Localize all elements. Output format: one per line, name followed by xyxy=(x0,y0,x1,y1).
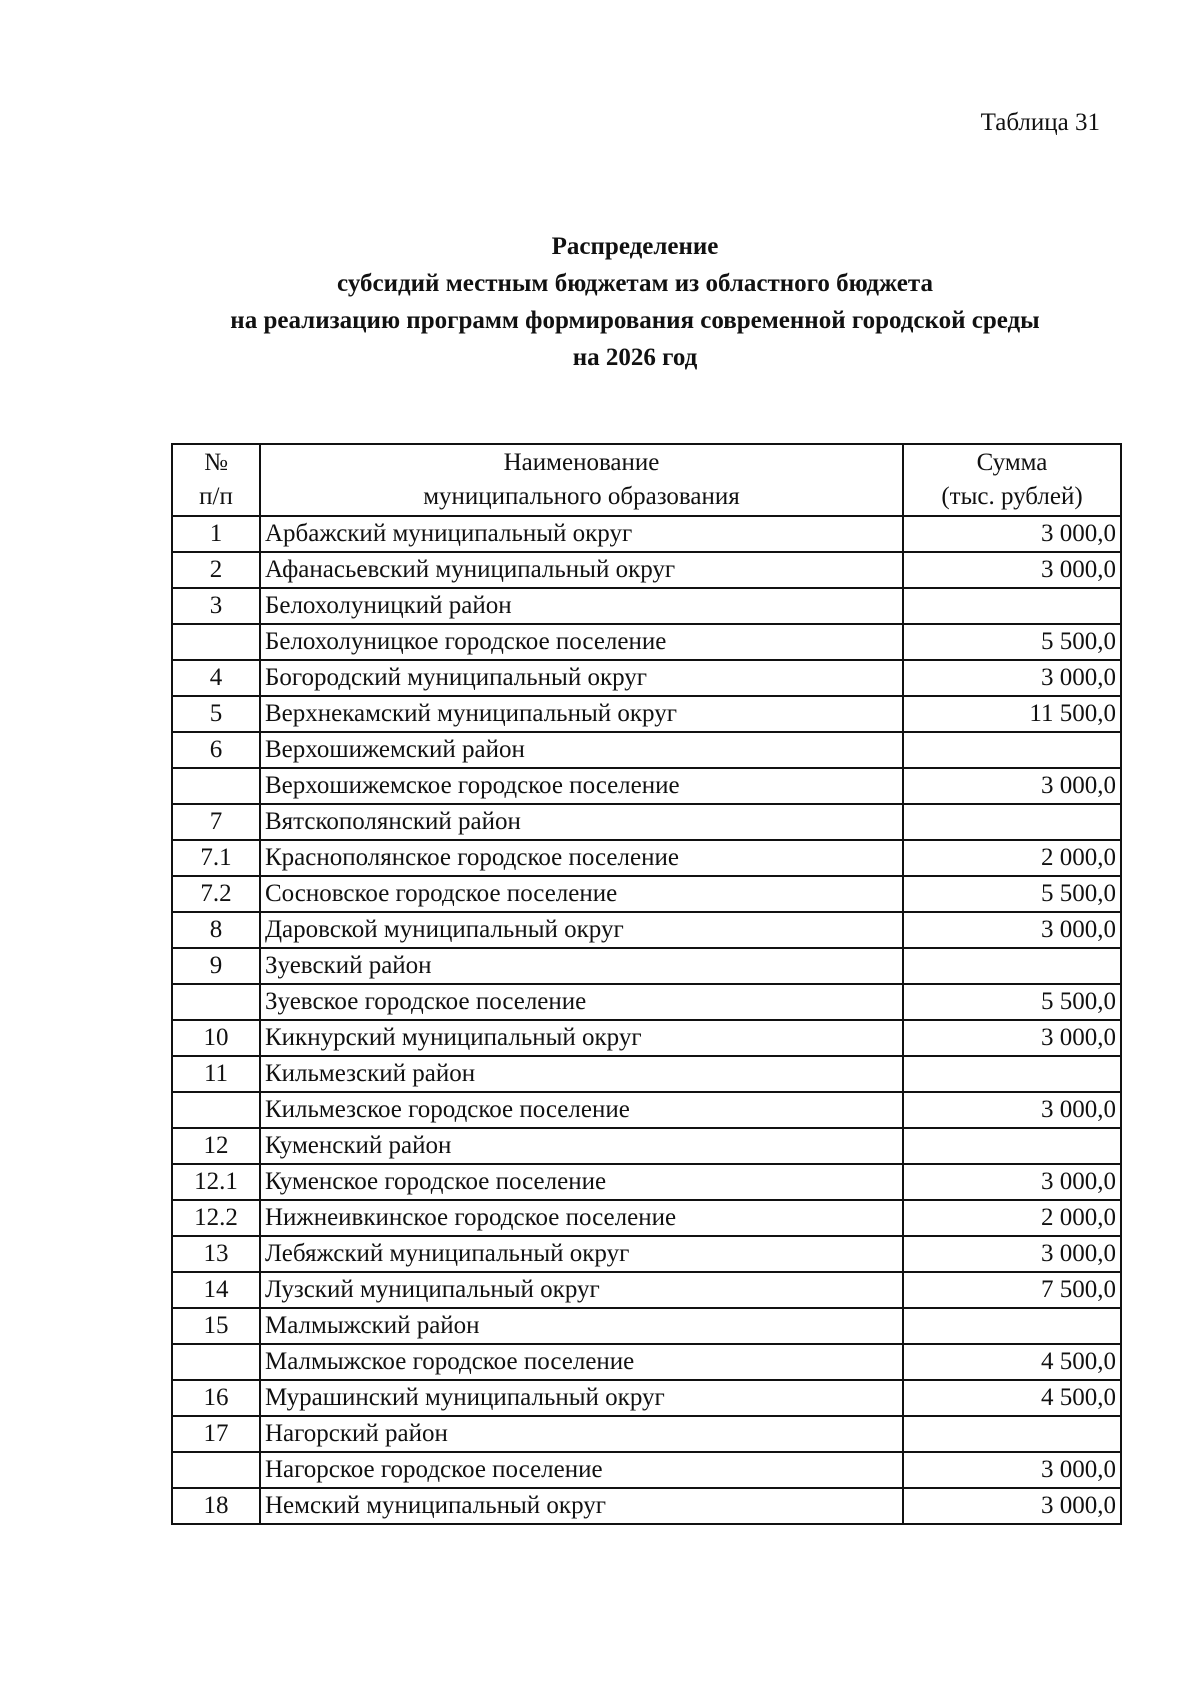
header-name-line2: муниципального образования xyxy=(423,483,740,510)
row-number-cell: 17 xyxy=(172,1416,260,1452)
header-name-line1: Наименование xyxy=(503,449,660,476)
amount-cell: 5 500,0 xyxy=(903,876,1121,912)
table-row xyxy=(172,1488,1121,1524)
row-number-cell: 4 xyxy=(172,660,260,696)
row-number-cell xyxy=(172,1092,260,1128)
table-row xyxy=(172,768,1121,804)
amount-cell: 3 000,0 xyxy=(903,516,1121,552)
table-row xyxy=(172,1020,1121,1056)
row-number-cell: 12.1 xyxy=(172,1164,260,1200)
table-row xyxy=(172,1128,1121,1164)
amount-cell: 3 000,0 xyxy=(903,1164,1121,1200)
row-number-cell: 7.2 xyxy=(172,876,260,912)
municipality-name-cell: Кильмезское городское поселение xyxy=(260,1092,903,1128)
row-number-cell: 3 xyxy=(172,588,260,624)
amount-cell xyxy=(903,1128,1121,1164)
municipality-name-cell: Куменский район xyxy=(260,1128,903,1164)
row-number-cell: 15 xyxy=(172,1308,260,1344)
table-row xyxy=(172,1056,1121,1092)
table-row xyxy=(172,516,1121,552)
table-body xyxy=(172,516,1121,1524)
title-line: на 2026 год xyxy=(572,344,698,371)
municipality-name-cell: Белохолуницкий район xyxy=(260,588,903,624)
row-number-cell xyxy=(172,1452,260,1488)
municipality-name-cell: Зуевское городское поселение xyxy=(260,984,903,1020)
amount-cell xyxy=(903,732,1121,768)
row-number-cell: 6 xyxy=(172,732,260,768)
row-number-cell: 11 xyxy=(172,1056,260,1092)
row-number-cell xyxy=(172,768,260,804)
row-number-cell: 7.1 xyxy=(172,840,260,876)
amount-cell xyxy=(903,804,1121,840)
row-number-cell: 1 xyxy=(172,516,260,552)
row-number-cell xyxy=(172,1344,260,1380)
municipality-name-cell: Верхошижемский район xyxy=(260,732,903,768)
amount-cell: 2 000,0 xyxy=(903,840,1121,876)
municipality-name-cell: Краснополянское городское поселение xyxy=(260,840,903,876)
header-sum-line1: Сумма xyxy=(976,449,1048,476)
header-number-line2: п/п xyxy=(199,483,233,510)
amount-cell: 3 000,0 xyxy=(903,768,1121,804)
amount-cell: 3 000,0 xyxy=(903,660,1121,696)
municipality-name-cell: Вятскополянский район xyxy=(260,804,903,840)
subsidy-distribution-table xyxy=(171,443,1122,1525)
table-row xyxy=(172,1308,1121,1344)
municipality-name-cell: Малмыжский район xyxy=(260,1308,903,1344)
amount-cell: 5 500,0 xyxy=(903,624,1121,660)
table-row xyxy=(172,624,1121,660)
table-row xyxy=(172,660,1121,696)
municipality-name-cell: Нагорский район xyxy=(260,1416,903,1452)
table-row xyxy=(172,1380,1121,1416)
amount-cell xyxy=(903,1308,1121,1344)
municipality-name-cell: Верхнекамский муниципальный округ xyxy=(260,696,903,732)
municipality-name-cell: Афанасьевский муниципальный округ xyxy=(260,552,903,588)
amount-cell: 4 500,0 xyxy=(903,1344,1121,1380)
row-number-cell: 12 xyxy=(172,1128,260,1164)
municipality-name-cell: Лузский муниципальный округ xyxy=(260,1272,903,1308)
row-number-cell: 16 xyxy=(172,1380,260,1416)
table-header-row xyxy=(172,444,1121,516)
municipality-name-cell: Лебяжский муниципальный округ xyxy=(260,1236,903,1272)
table-row xyxy=(172,1344,1121,1380)
table-row xyxy=(172,1452,1121,1488)
amount-cell: 11 500,0 xyxy=(903,696,1121,732)
table-row xyxy=(172,912,1121,948)
amount-cell: 3 000,0 xyxy=(903,1452,1121,1488)
amount-cell: 3 000,0 xyxy=(903,1236,1121,1272)
amount-cell: 3 000,0 xyxy=(903,1092,1121,1128)
amount-cell: 7 500,0 xyxy=(903,1272,1121,1308)
amount-cell: 4 500,0 xyxy=(903,1380,1121,1416)
municipality-name-cell: Нагорское городское поселение xyxy=(260,1452,903,1488)
table-row xyxy=(172,1200,1121,1236)
row-number-cell: 7 xyxy=(172,804,260,840)
row-number-cell: 5 xyxy=(172,696,260,732)
header-number-line1: № xyxy=(204,449,228,476)
amount-cell xyxy=(903,588,1121,624)
table-row xyxy=(172,1236,1121,1272)
row-number-cell: 9 xyxy=(172,948,260,984)
table-row xyxy=(172,1272,1121,1308)
municipality-name-cell: Кильмезский район xyxy=(260,1056,903,1092)
amount-cell xyxy=(903,1416,1121,1452)
table-number-label: Таблица 31 xyxy=(980,109,1100,136)
table-row xyxy=(172,876,1121,912)
row-number-cell: 8 xyxy=(172,912,260,948)
row-number-cell xyxy=(172,624,260,660)
row-number-cell xyxy=(172,984,260,1020)
table-row xyxy=(172,696,1121,732)
table-row xyxy=(172,1092,1121,1128)
header-sum-line2: (тыс. рублей) xyxy=(941,483,1083,510)
title-line: Распределение xyxy=(551,233,719,260)
table-row xyxy=(172,552,1121,588)
amount-cell xyxy=(903,948,1121,984)
amount-cell xyxy=(903,1056,1121,1092)
row-number-cell: 10 xyxy=(172,1020,260,1056)
municipality-name-cell: Мурашинский муниципальный округ xyxy=(260,1380,903,1416)
municipality-name-cell: Сосновское городское поселение xyxy=(260,876,903,912)
municipality-name-cell: Верхошижемское городское поселение xyxy=(260,768,903,804)
municipality-name-cell: Немский муниципальный округ xyxy=(260,1488,903,1524)
table-row xyxy=(172,984,1121,1020)
header-sum xyxy=(903,444,1121,516)
title-line: на реализацию программ формирования современной городской среды xyxy=(230,307,1040,334)
document-title xyxy=(150,228,1120,376)
table-row xyxy=(172,804,1121,840)
amount-cell: 3 000,0 xyxy=(903,1488,1121,1524)
table-row xyxy=(172,732,1121,768)
table-row xyxy=(172,588,1121,624)
row-number-cell: 13 xyxy=(172,1236,260,1272)
municipality-name-cell: Малмыжское городское поселение xyxy=(260,1344,903,1380)
row-number-cell: 2 xyxy=(172,552,260,588)
table-row xyxy=(172,1416,1121,1452)
municipality-name-cell: Даровской муниципальный округ xyxy=(260,912,903,948)
amount-cell: 2 000,0 xyxy=(903,1200,1121,1236)
header-number xyxy=(172,444,260,516)
table-row xyxy=(172,1164,1121,1200)
municipality-name-cell: Нижнеивкинское городское поселение xyxy=(260,1200,903,1236)
municipality-name-cell: Арбажский муниципальный округ xyxy=(260,516,903,552)
title-line: субсидий местным бюджетам из областного бюджета xyxy=(337,270,933,297)
row-number-cell: 12.2 xyxy=(172,1200,260,1236)
header-name xyxy=(260,444,903,516)
municipality-name-cell: Куменское городское поселение xyxy=(260,1164,903,1200)
municipality-name-cell: Белохолуницкое городское поселение xyxy=(260,624,903,660)
municipality-name-cell: Кикнурский муниципальный округ xyxy=(260,1020,903,1056)
amount-cell: 3 000,0 xyxy=(903,1020,1121,1056)
amount-cell: 3 000,0 xyxy=(903,912,1121,948)
row-number-cell: 18 xyxy=(172,1488,260,1524)
table-row xyxy=(172,840,1121,876)
row-number-cell: 14 xyxy=(172,1272,260,1308)
municipality-name-cell: Зуевский район xyxy=(260,948,903,984)
amount-cell: 3 000,0 xyxy=(903,552,1121,588)
municipality-name-cell: Богородский муниципальный округ xyxy=(260,660,903,696)
table-row xyxy=(172,948,1121,984)
amount-cell: 5 500,0 xyxy=(903,984,1121,1020)
